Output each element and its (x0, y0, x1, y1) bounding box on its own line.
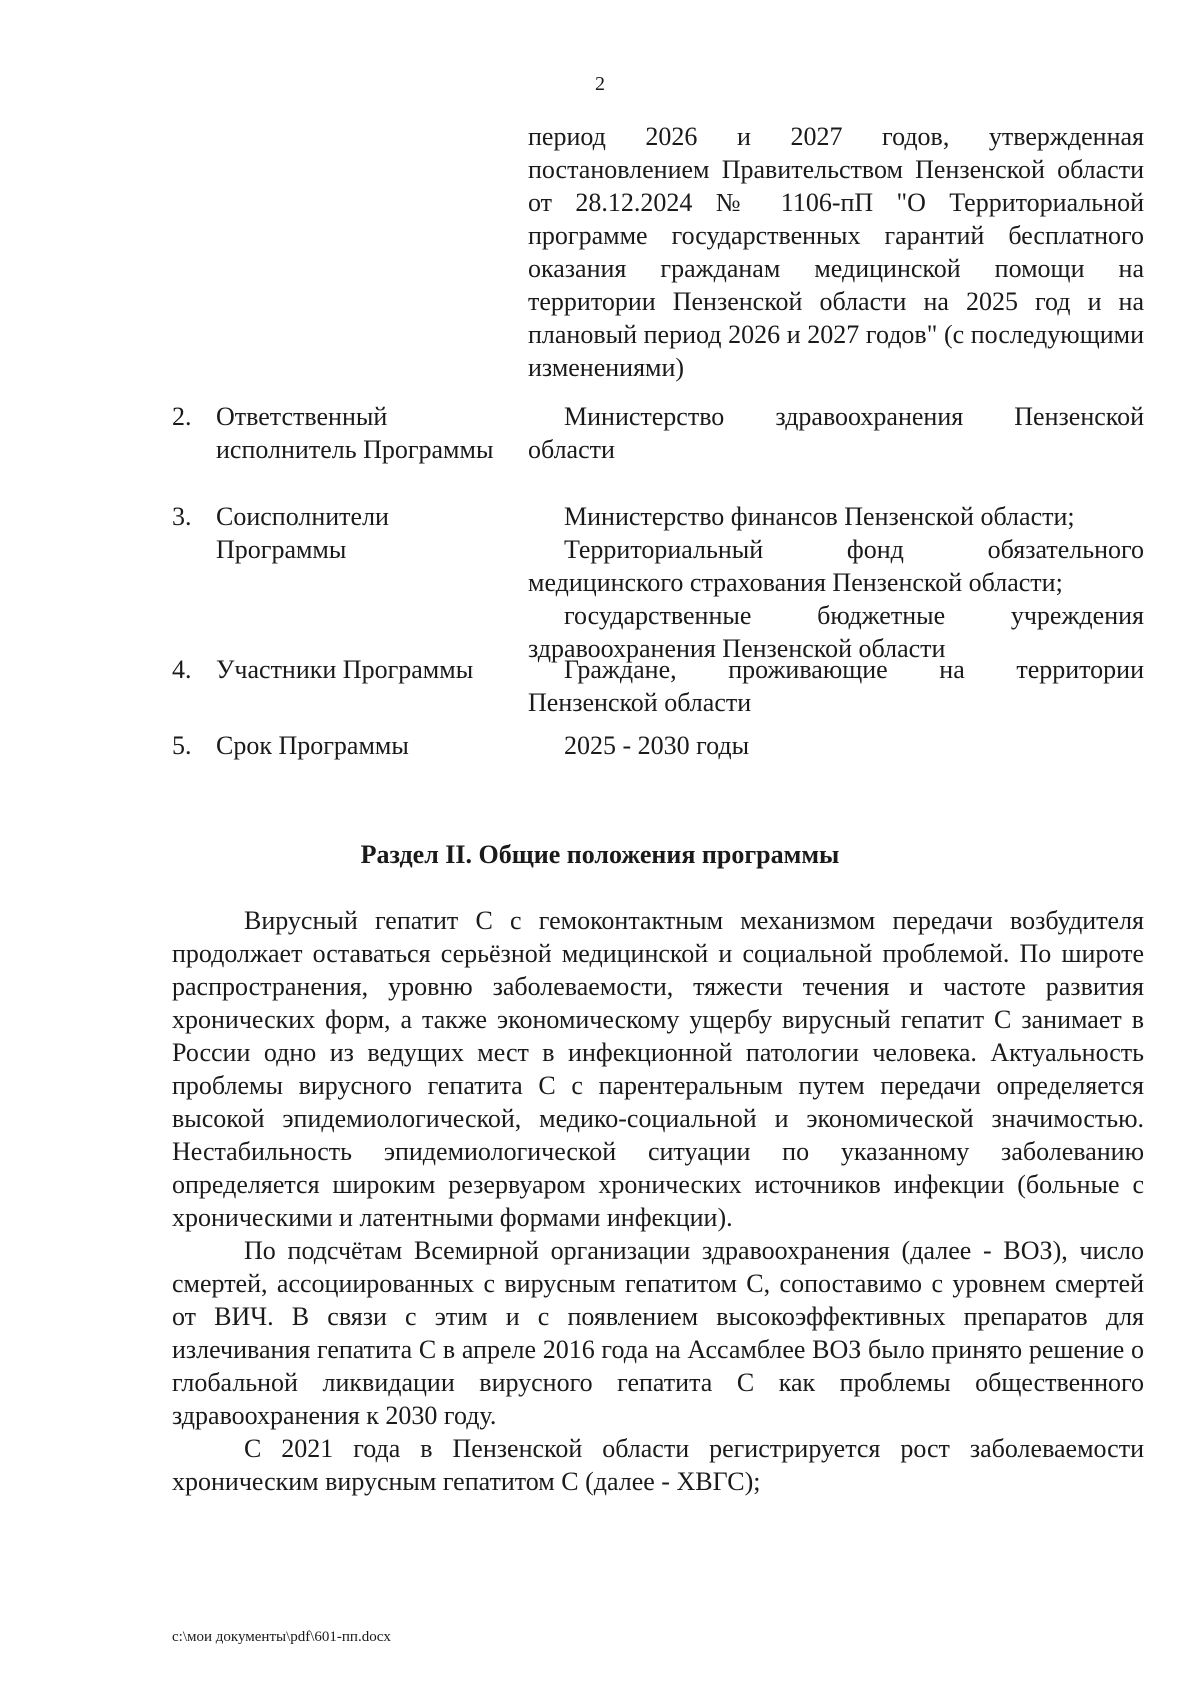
passport-row (172, 500, 1144, 663)
passport-row (172, 729, 1144, 769)
continuation-text: период 2026 и 2027 годов, утвержденная постановлением Правительством Пензенской области от 28.12.2024 № 1106-пП "О Территориальной программе государственных гарантий бесплатного оказания гражданам медицинской помощи на территории Пензенской области на 2025 год и на плановый период 2026 и 2027 годов" (с последующими изменениями) (528, 122, 1144, 382)
paragraph: Вирусный гепатит С с гемоконтактным механизмом передачи возбудителя продолжает оставаться серьёзной медицинской и социальной проблемой. По широте распространения, уровню заболеваемости, тяжести течения и частоте развития хронических форм, а также экономическому ущербу вирусный гепатит С занимает в России одно из ведущих мест в инфекционной патологии человека. Актуальность проблемы вирусного гепатита С с парентеральным путем передачи определяется высокой эпидемиологической, медико-социальной и экономической значимостью. Нестабильность эпидемиологической ситуации по указанному заболеванию определяется широким резервуаром хронических источников инфекции (больные с хроническими и латентными формами инфекции). (172, 906, 1144, 1232)
row-name: Срок Программы (216, 731, 409, 760)
row-number: 5. (172, 731, 192, 760)
row-value-line: Министерство здравоохранения Пензенской области (528, 402, 1144, 464)
row-number: 2. (172, 402, 192, 431)
body-text (172, 904, 1144, 1498)
row-value (528, 400, 1144, 466)
row-value (528, 653, 1144, 719)
row-name: Ответственный исполнитель Программы (216, 402, 494, 464)
row-value-line: государственные бюджетные учреждения здравоохранения Пензенской области (528, 601, 1144, 663)
passport-row (172, 653, 1144, 729)
passport-row (172, 400, 1144, 500)
row-value-line: Территориальный фонд обязательного медицинского страхования Пензенской области; (528, 535, 1144, 597)
row-number: 3. (172, 502, 192, 531)
row-name: Соисполнители Программы (216, 502, 389, 564)
row-value (528, 729, 1144, 762)
row-value-line: 2025 - 2030 годы (564, 731, 750, 760)
paragraph: По подсчётам Всемирной организации здравоохранения (далее - ВОЗ), число смертей, ассоциированных с вирусным гепатитом С, сопоставимо с уровнем смертей от ВИЧ. В связи с этим и с появлением высокоэффективных препаратов для излечивания гепатита С в апреле 2016 года на Ассамблее ВОЗ было принято решение о глобальной ликвидации вирусного гепатита С как проблемы общественного здравоохранения к 2030 году. (172, 1236, 1144, 1430)
row-value (528, 500, 1144, 665)
row-name: Участники Программы (216, 655, 474, 684)
page-number: 2 (595, 73, 605, 95)
row-value-line: Министерство финансов Пензенской области; (564, 502, 1075, 531)
paragraph: С 2021 года в Пензенской области регистрируется рост заболеваемости хроническим вирусным гепатитом С (далее - ХВГС); (172, 1434, 1144, 1496)
footer-file-path: c:\мои документы\pdf\601-пп.docx (172, 1629, 391, 1645)
row-value-line: Граждане, проживающие на территории Пензенской области (528, 655, 1144, 717)
section-title: Раздел II. Общие положения программы (360, 840, 840, 869)
passport-table (172, 400, 1144, 769)
row-number: 4. (172, 655, 192, 684)
